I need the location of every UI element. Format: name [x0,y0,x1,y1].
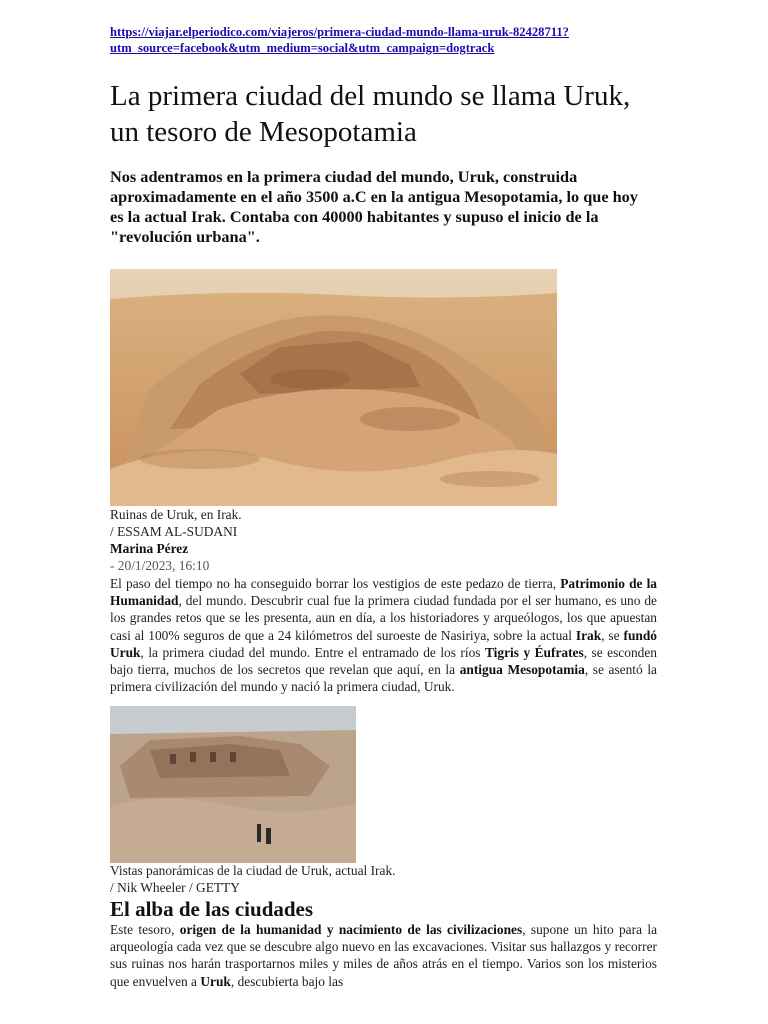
section-heading: El alba de las ciudades [110,897,314,921]
emphasis-text: antigua Mesopotamia [459,662,585,678]
paragraph-text: , descubierta bajo las [230,973,344,989]
uruk-panorama-photo [110,706,356,863]
paragraph-text: , se [601,627,624,643]
paragraph-text: , supone un hito para la arqueología cada vez que se descubre algo nuevo en las excavaciones. Visitar sus hallazgos y recorrer sus ruinas nos harán trasportarnos miles y miles de años atrás en el tiempo. Varios son los misterios que envuelven a [110,922,658,989]
url-line-2[interactable]: utm_source=facebook&utm_medium=social&utm_campaign=dogtrack [110,41,495,55]
paragraph-text: , se asentó la primera civilización del mundo y nació la primera ciudad, Uruk. [110,662,657,695]
article-title: La primera ciudad del mundo se llama Uruk, un tesoro de Mesopotamia [110,80,631,148]
article-paragraph-2 [110,921,657,990]
url-line-1[interactable]: https://viajar.elperiodico.com/viajeros/primera-ciudad-mundo-llama-uruk-82428711? [110,25,569,39]
figure1-caption-text: Ruinas de Uruk, en Irak. [110,507,242,522]
uruk-ruins-photo [110,269,557,506]
paragraph-text: , se esconden bajo tierra, muchos de los secretos que revelan que aquí, en la [110,644,657,678]
emphasis-text: fundó Uruk [110,627,657,660]
article-author: Marina Pérez [110,541,189,556]
figure1-caption [110,506,242,540]
article-paragraph-1 [110,575,657,695]
article-lead: Nos adentramos en la primera ciudad del mundo, Uruk, construida aproximadamente en el año 3500 a.C en la antigua Mesopotamia, lo que hoy es la actual Irak. Contaba con 40000 habitantes y supuso el inicio de la "revolución urbana". [110,167,638,246]
figure2-credit: / Nik Wheeler / GETTY [110,880,240,895]
paragraph-text: Este tesoro, [110,922,180,937]
source-url-link[interactable] [110,24,670,56]
paragraph-text: El paso del tiempo no ha conseguido borrar los vestigios de este pedazo de tierra, [110,576,561,591]
figure2-caption-text: Vistas panorámicas de la ciudad de Uruk, actual Irak. [110,863,396,878]
emphasis-text: Uruk [200,973,231,989]
emphasis-text: origen de la humanidad y nacimiento de las civilizaciones [179,922,523,937]
figure1-credit: / ESSAM AL-SUDANI [110,524,238,539]
emphasis-text: Tigris y Éufrates [484,644,584,660]
emphasis-text: Irak [575,627,602,643]
emphasis-text: Patrimonio de la Humanidad [110,576,657,609]
article-date: - 20/1/2023, 16:10 [110,558,210,573]
paragraph-text: , la primera ciudad del mundo. Entre el entramado de los ríos [140,644,485,660]
paragraph-text: , del mundo. Descubrir cual fue la primera ciudad fundada por el ser humano, es uno de los grandes retos que se les presenta, aun en día, a los historiadores y arqueólogos, los que apuestan casi al 100% seguros de que a 24 kilómetros del suroeste de Nasiriya, sobre la actual [110,593,657,643]
figure2-caption [110,862,396,896]
